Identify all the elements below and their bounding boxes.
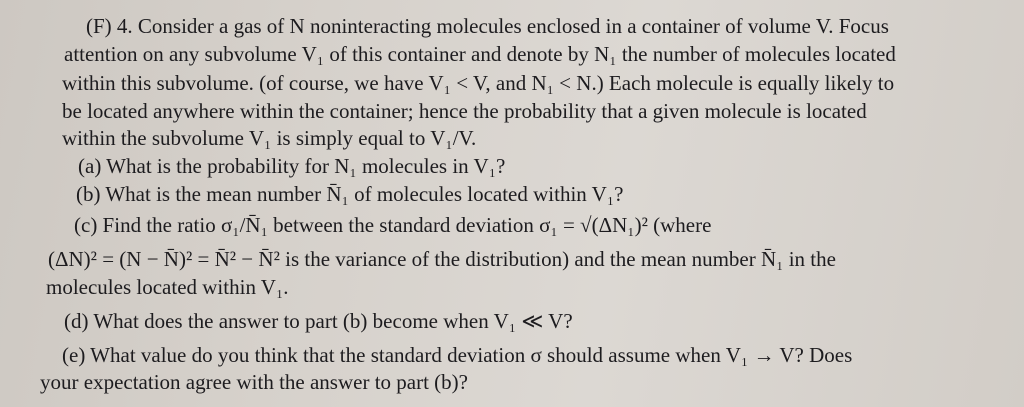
problem-line-1: (F) 4. Consider a gas of N noninteracting molecules enclosed in a container of volume V. Focus xyxy=(86,14,889,38)
part-a: (a) What is the probability for N₁ molecules in V₁? xyxy=(78,154,506,178)
problem-line-4: be located anywhere within the container; hence the probability that a given molecule is located xyxy=(62,99,867,123)
part-b: (b) What is the mean number N̄₁ of molecules located within V₁? xyxy=(76,182,624,206)
problem-line-5: within the subvolume V₁ is simply equal to V₁/V. xyxy=(62,126,477,150)
problem-line-2: attention on any subvolume V₁ of this container and denote by N₁ the number of molecules located xyxy=(64,42,896,66)
part-c-variance: (ΔN)² = (N − N̄)² = N̄² − N̄² is the variance of the distribution) and the mean number N̄₁ in the xyxy=(48,247,836,271)
problem-line-3: within this subvolume. (of course, we have V₁ < V, and N₁ < N.) Each molecule is equally likely to xyxy=(62,71,895,95)
part-e-end: your expectation agree with the answer to part (b)? xyxy=(40,370,468,394)
part-e: (e) What value do you think that the standard deviation σ should assume when V₁ → V? Does xyxy=(62,343,853,367)
part-c-end: molecules located within V₁. xyxy=(46,275,289,299)
part-d: (d) What does the answer to part (b) become when V₁ ≪ V? xyxy=(64,309,573,333)
part-c: (c) Find the ratio σ₁/N̄₁ between the standard deviation σ₁ = √(ΔN₁)² (where xyxy=(74,213,712,237)
